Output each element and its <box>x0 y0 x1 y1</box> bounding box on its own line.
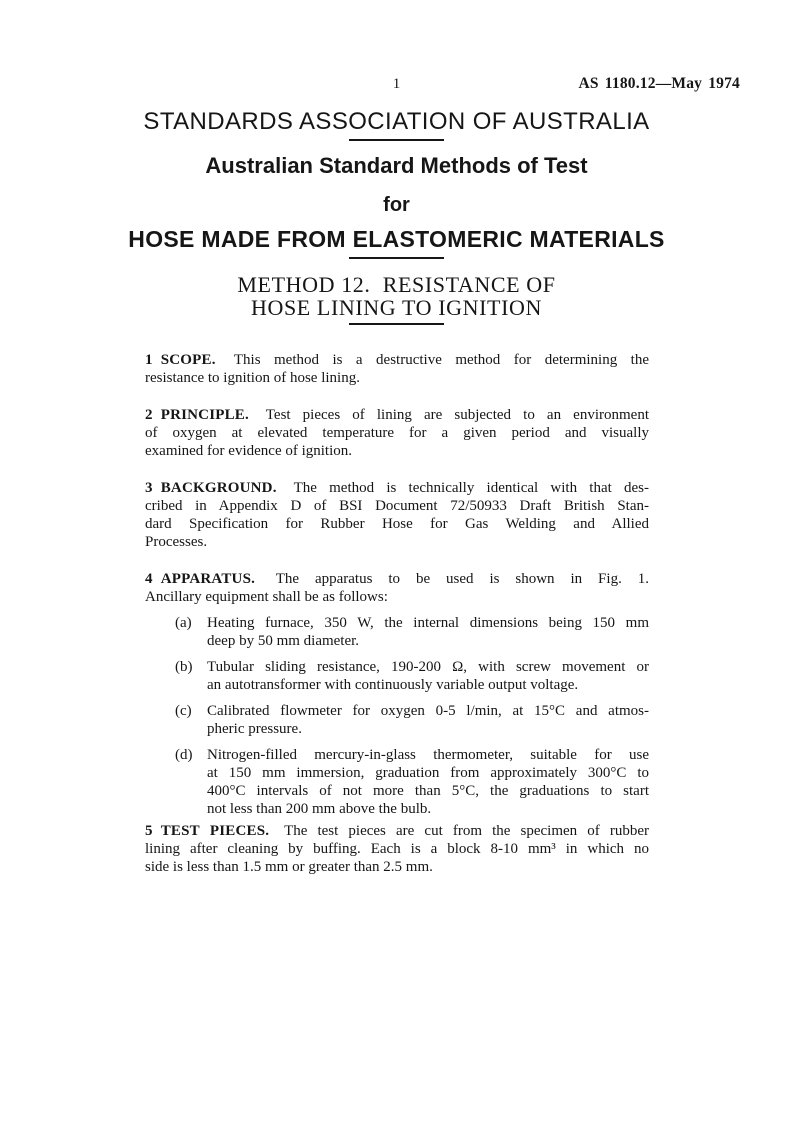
section-number: 4 <box>145 571 153 587</box>
section-title: SCOPE. <box>160 352 216 368</box>
text-line: 1 SCOPE. This method is a destructive method for determining the <box>145 352 649 368</box>
list-item-marker: (c) <box>175 703 192 719</box>
section-heading <box>145 352 216 368</box>
text-line: Heating furnace, 350 W, the internal dimensions being 150 mm <box>207 615 649 631</box>
text-line: pheric pressure. <box>207 721 302 737</box>
text-line: at 150 mm immersion, graduation from approximately 300°C to <box>207 765 649 781</box>
list-item-text <box>207 614 649 650</box>
section-heading <box>145 823 269 839</box>
list-item <box>145 702 649 738</box>
section-heading <box>145 571 255 587</box>
section-3-paragraph <box>145 479 649 551</box>
section-title: BACKGROUND. <box>160 480 277 496</box>
method-title-line2: HOSE LINING TO IGNITION <box>250 295 542 320</box>
page-number: 1 <box>392 76 401 92</box>
section-5-paragraph <box>145 822 649 876</box>
section-heading <box>145 407 249 423</box>
method-title <box>0 273 793 319</box>
subject-title: HOSE MADE FROM ELASTOMERIC MATERIALS <box>128 226 665 252</box>
divider-rule <box>349 323 444 325</box>
text-line: Tubular sliding resistance, 190-200 Ω, with screw movement or <box>207 659 649 675</box>
list-item-marker: (b) <box>175 659 193 675</box>
list-item <box>145 658 649 694</box>
section-heading <box>145 480 277 496</box>
section-4-paragraph <box>145 570 649 606</box>
text-line: lining after cleaning by buffing. Each is a block 8-10 mm³ in which no <box>145 841 649 857</box>
section-number: 1 <box>145 352 153 368</box>
section-number: 3 <box>145 480 153 496</box>
text-line: examined for evidence of ignition. <box>145 443 353 459</box>
for-word: for <box>383 194 410 216</box>
method-title-line1: METHOD 12. RESISTANCE OF <box>237 272 556 297</box>
text-line: of oxygen at elevated temperature for a given period and visually <box>145 425 649 441</box>
section-1-paragraph <box>145 351 649 387</box>
section-number: 5 <box>145 823 153 839</box>
divider-rule <box>349 139 444 141</box>
list-item-text <box>207 746 649 818</box>
doc-reference: AS 1180.12—May 1974 <box>578 75 740 92</box>
text-line: Calibrated flowmeter for oxygen 0-5 l/min, at 15°C and atmos- <box>207 703 649 719</box>
text-line: 2 PRINCIPLE. Test pieces of lining are subjected to an environment <box>145 407 649 423</box>
list-item <box>145 746 649 818</box>
section-2-paragraph <box>145 406 649 460</box>
text-line: Nitrogen-filled mercury-in-glass thermometer, suitable for use <box>207 747 649 763</box>
text-line: not less than 200 mm above the bulb. <box>207 801 432 817</box>
list-item <box>145 614 649 650</box>
section-title: TEST PIECES. <box>160 823 270 839</box>
apparatus-list <box>145 614 649 818</box>
text-line: 400°C intervals of not more than 5°C, the graduations to start <box>207 783 649 799</box>
text-line: deep by 50 mm diameter. <box>207 633 360 649</box>
list-item-marker: (a) <box>175 615 192 631</box>
text-line: an autotransformer with continuously variable output voltage. <box>207 677 579 693</box>
text-line: resistance to ignition of hose lining. <box>145 370 360 386</box>
association-title: STANDARDS ASSOCIATION OF AUSTRALIA <box>143 108 650 135</box>
list-item-text <box>207 702 649 738</box>
divider-rule <box>349 257 444 259</box>
text-line: Processes. <box>145 534 208 550</box>
document-sections <box>145 351 649 876</box>
section-title: PRINCIPLE. <box>160 407 249 423</box>
text-line: 4 APPARATUS. The apparatus to be used is shown in Fig. 1. <box>145 571 649 587</box>
list-item-text <box>207 658 649 694</box>
list-item-marker: (d) <box>175 747 193 763</box>
page-header <box>0 75 793 95</box>
section-number: 2 <box>145 407 153 423</box>
text-line: cribed in Appendix D of BSI Document 72/50933 Draft British Stan- <box>145 498 649 514</box>
text-line: 5 TEST PIECES. The test pieces are cut from the specimen of rubber <box>145 823 650 839</box>
text-line: Ancillary equipment shall be as follows: <box>145 589 388 605</box>
section-title: APPARATUS. <box>160 571 256 587</box>
text-line: 3 BACKGROUND. The method is technically identical with that des- <box>145 480 649 496</box>
text-line: side is less than 1.5 mm or greater than 2.5 mm. <box>145 859 433 875</box>
text-line: dard Specification for Rubber Hose for Gas Welding and Allied <box>145 516 649 532</box>
series-title: Australian Standard Methods of Test <box>205 153 588 178</box>
